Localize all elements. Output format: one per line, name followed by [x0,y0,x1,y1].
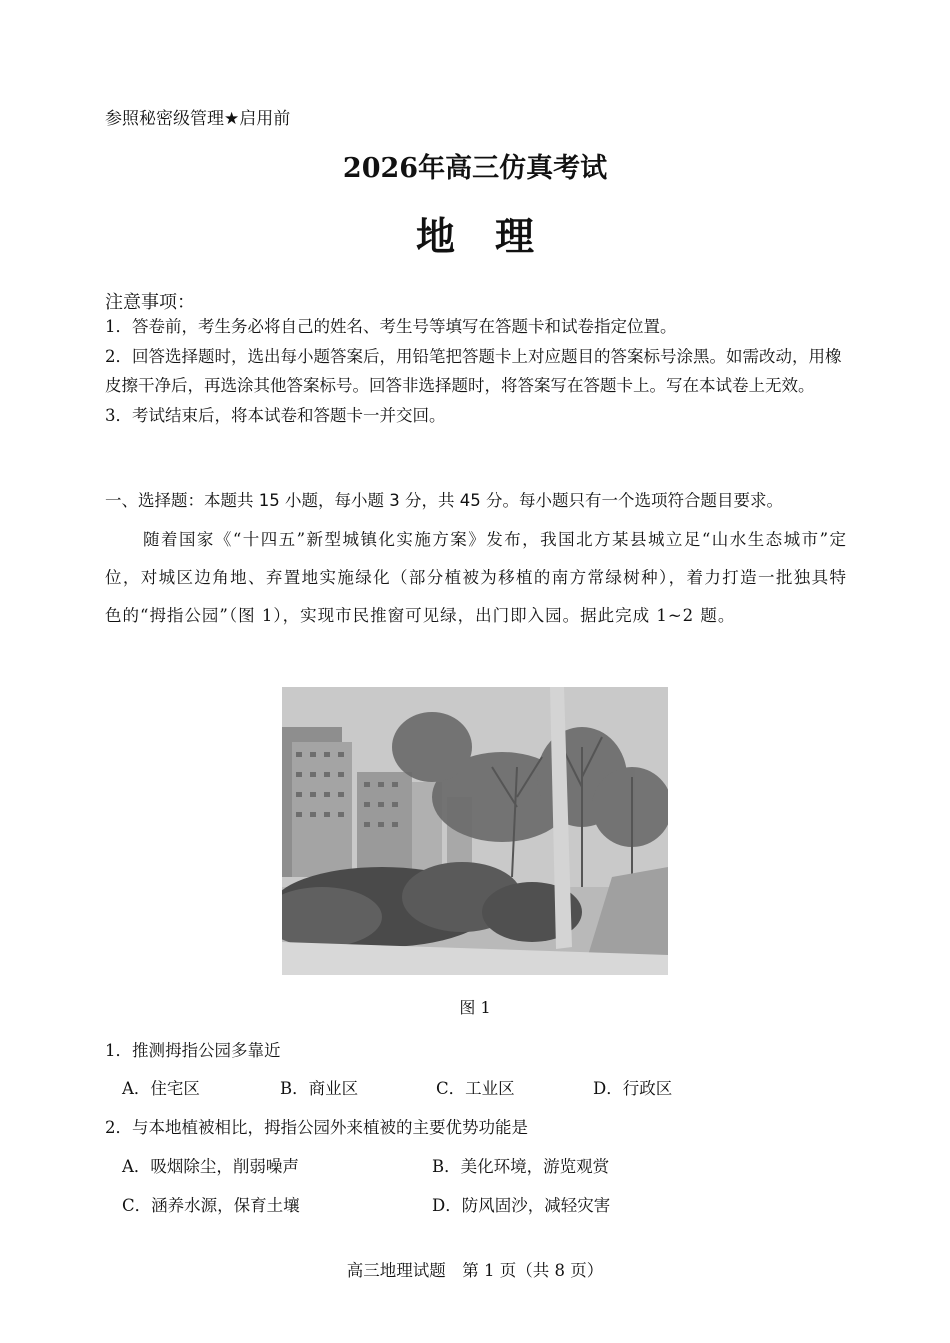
section-title: 一、选择题：本题共 15 小题，每小题 3 分，共 45 分。每小题只有一个选项符合题目要求。 [105,491,783,510]
question-1-option-b: B．商业区 [280,1079,359,1098]
subject-title: 地理 [415,214,574,260]
reading-passage: 随着国家《“十四五”新型城镇化实施方案》发布，我国北方某县城立足“山水生态城市”定位，对城区边角地、弃置地实施绿化（部分植被为移植的南方常绿树种），着力打造一批独具特色的“拇指公园”（图 1），实现市民推窗可见绿，出门即入园。据此完成 1~2 题。 [105,530,847,625]
question-2-option-d: D．防风固沙，减轻灾害 [432,1196,611,1215]
question-2-option-c: C．涵养水源，保育土壤 [122,1196,300,1215]
notice-item: 2．回答选择题时，选出每小题答案后，用铅笔把答题卡上对应题目的答案标号涂黑。如需改动，用橡皮擦干净后，再选涂其他答案标号。回答非选择题时，将答案写在答题卡上。写在本试卷上无效。 [105,346,842,395]
figure-caption: 图 1 [459,998,491,1017]
exam-title: 2026年高三仿真考试 [342,153,608,184]
question-2-option-a: A．吸烟除尘，削弱噪声 [122,1157,299,1176]
question-1-option-d: D．行政区 [593,1079,673,1098]
notice-list [105,312,850,430]
question-2-option-b: B．美化环境，游览观赏 [432,1157,610,1176]
question-1-option-c: C．工业区 [436,1079,515,1098]
page-footer: 高三地理试题 第 1 页（共 8 页） [346,1261,604,1280]
notice-item: 3．考试结束后，将本试卷和答题卡一并交回。 [105,405,446,425]
notice-item: 1．答卷前，考生务必将自己的姓名、考生号等填写在答题卡和试卷指定位置。 [105,317,677,336]
park-photo [282,687,668,975]
question-2-stem: 2．与本地植被相比，拇指公园外来植被的主要优势功能是 [105,1118,528,1137]
question-1-option-a: A．住宅区 [122,1079,200,1098]
question-1-stem: 1．推测拇指公园多靠近 [105,1041,281,1060]
notice-heading: 注意事项： [105,292,195,313]
secrecy-note: 参照秘密级管理★启用前 [105,109,291,129]
